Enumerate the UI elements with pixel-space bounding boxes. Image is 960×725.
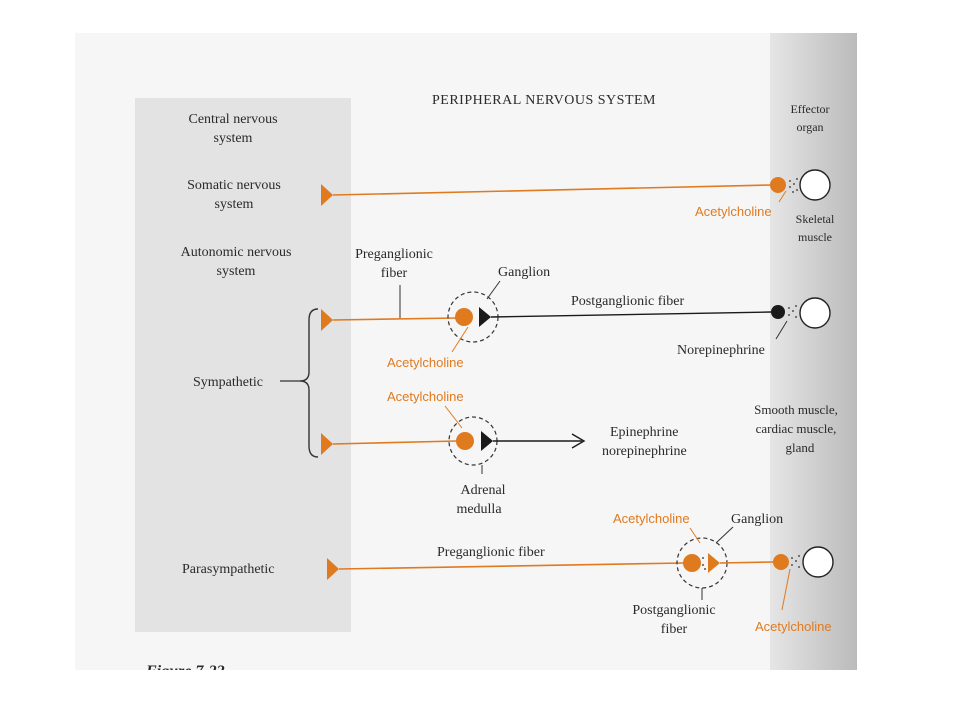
skeletal-label-line2: muscle — [798, 230, 832, 244]
smooth-muscle-line2: cardiac muscle, — [755, 421, 837, 436]
somatic-label-line2: system — [214, 197, 254, 212]
para-ganglion-terminal — [683, 554, 701, 572]
sympathetic-effector — [800, 298, 830, 328]
epinephrine-label-line2: norepinephrine — [602, 444, 687, 459]
adrenal-label-line2: medulla — [456, 502, 502, 517]
para-ganglion-acetylcholine: Acetylcholine — [613, 511, 690, 526]
sympathetic-label: Sympathetic — [193, 375, 263, 390]
preganglionic-label-line1: Preganglionic — [355, 247, 433, 262]
somatic-terminal — [770, 177, 786, 193]
para-postganglionic-line2: fiber — [660, 622, 688, 637]
sympathetic-ganglion-terminal — [455, 308, 473, 326]
cns-title-line2: system — [213, 131, 253, 146]
effector-label-line2: organ — [796, 120, 824, 134]
para-postganglionic-fiber — [720, 562, 774, 563]
pns-header: PERIPHERAL NERVOUS SYSTEM — [432, 93, 656, 108]
autonomic-label-line1: Autonomic nervous — [180, 245, 292, 260]
adrenal-label-line1: Adrenal — [460, 483, 506, 498]
adrenal-terminal — [456, 432, 474, 450]
somatic-acetylcholine: Acetylcholine — [695, 204, 772, 219]
smooth-muscle-line3: gland — [785, 440, 815, 455]
parasympathetic-label: Parasympathetic — [182, 562, 275, 577]
preganglionic-label-line2: fiber — [380, 266, 408, 281]
caption-crop-mask — [75, 670, 875, 720]
sympathetic-acetylcholine: Acetylcholine — [387, 355, 464, 370]
effector-label-line1: Effector — [790, 102, 830, 116]
para-effector-terminal — [773, 554, 789, 570]
para-effector-acetylcholine: Acetylcholine — [755, 619, 832, 634]
para-effector — [803, 547, 833, 577]
somatic-label-line1: Somatic nervous — [187, 178, 281, 193]
norepinephrine-label: Norepinephrine — [677, 343, 765, 358]
smooth-muscle-line1: Smooth muscle, — [754, 402, 838, 417]
para-postganglionic-line1: Postganglionic — [632, 603, 716, 618]
cns-title-line1: Central nervous — [188, 112, 278, 127]
ganglion-label: Ganglion — [498, 265, 551, 280]
adrenal-acetylcholine: Acetylcholine — [387, 389, 464, 404]
epinephrine-label-line1: Epinephrine — [610, 425, 679, 440]
skeletal-label-line1: Skeletal — [795, 212, 835, 226]
sympathetic-terminal — [771, 305, 785, 319]
para-ganglion-label: Ganglion — [731, 512, 784, 527]
postganglionic-fiber-label: Postganglionic fiber — [571, 294, 685, 309]
skeletal-muscle-effector — [800, 170, 830, 200]
para-preganglionic-label: Preganglionic fiber — [437, 545, 545, 560]
autonomic-label-line2: system — [216, 264, 256, 279]
